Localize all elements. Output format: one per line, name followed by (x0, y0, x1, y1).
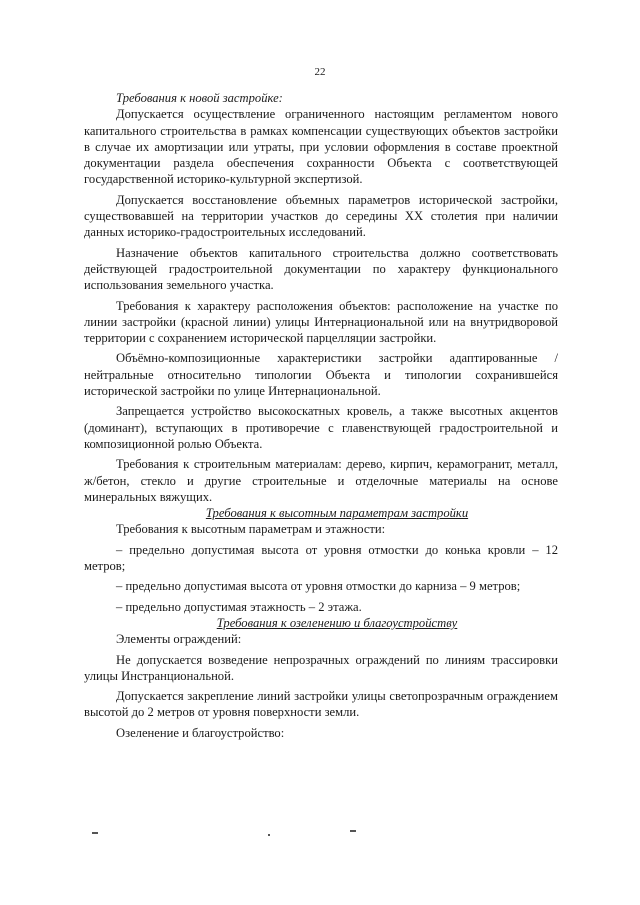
scan-mark (268, 834, 270, 836)
paragraph: Объёмно-композиционные характеристики застройки адаптированные /нейтральные относительно типологии Объекта и типологии сохранившейся исторической застройки по улице Интернациональной. (84, 351, 558, 399)
paragraph: Допускается осуществление ограниченного настоящим регламентом нового капитального строительства в рамках компенсации существующих объектов застройки в случае их амортизации или утраты, при условии оформления в составе проектной документации раздела обеспечения сохранности Объекта с соответствующей государственной историко-культурной экспертизой. (84, 107, 558, 187)
paragraph: Допускается восстановление объемных параметров исторической застройки, существовавшей на территории участков до середины XX столетия при наличии данных историко-градостроительных исследований. (84, 192, 558, 240)
page-number: 22 (314, 66, 326, 78)
paragraph: Элементы ограждений: (116, 632, 242, 647)
document-body (84, 90, 558, 741)
height-requirements-heading: Требования к высотным параметрам застройки (205, 506, 469, 521)
list-item: – предельно допустимая высота от уровня отмостки до карниза – 9 метров; (116, 579, 521, 594)
paragraph: Требования к строительным материалам: дерево, кирпич, керамогранит, металл, ж/бетон, стекло и другие строительные и отделочные материалы на основе минеральных вяжущих. (84, 457, 558, 504)
paragraph: Запрещается устройство высокоскатных кровель, а также высотных акцентов (доминант), вступающих в противоречие с главенствующей градостроительной и композиционной ролью Объекта. (84, 404, 558, 451)
scan-mark (350, 830, 356, 832)
paragraph: Требования к высотным параметрам и этажности: (116, 522, 386, 537)
landscaping-requirements-heading: Требования к озеленению и благоустройству (216, 615, 458, 630)
new-construction-subtitle: Требования к новой застройке: (116, 91, 283, 105)
paragraph: Допускается закрепление линий застройки улицы светопрозрачным ограждением высотой до 2 метров от уровня поверхности земли. (84, 689, 558, 720)
list-item: – предельно допустимая этажность – 2 этажа. (116, 599, 362, 614)
paragraph: Озеленение и благоустройство: (116, 725, 285, 740)
list-item: – предельно допустимая высота от уровня отмостки до конька кровли – 12 метров; (84, 542, 558, 574)
scan-mark (92, 832, 98, 834)
paragraph: Назначение объектов капитального строительства должно соответствовать действующей градостроительной документации по характеру функционального использования земельного участка. (84, 245, 558, 293)
paragraph: Не допускается возведение непрозрачных ограждений по линиям трассировки улицы Инстранциональной. (84, 652, 558, 683)
paragraph: Требования к характеру расположения объектов: расположение на участке по линии застройки (красной линии) улицы Интернациональной или на внутридворовой территории с сохранением исторической парцелляции застройки. (84, 298, 558, 346)
